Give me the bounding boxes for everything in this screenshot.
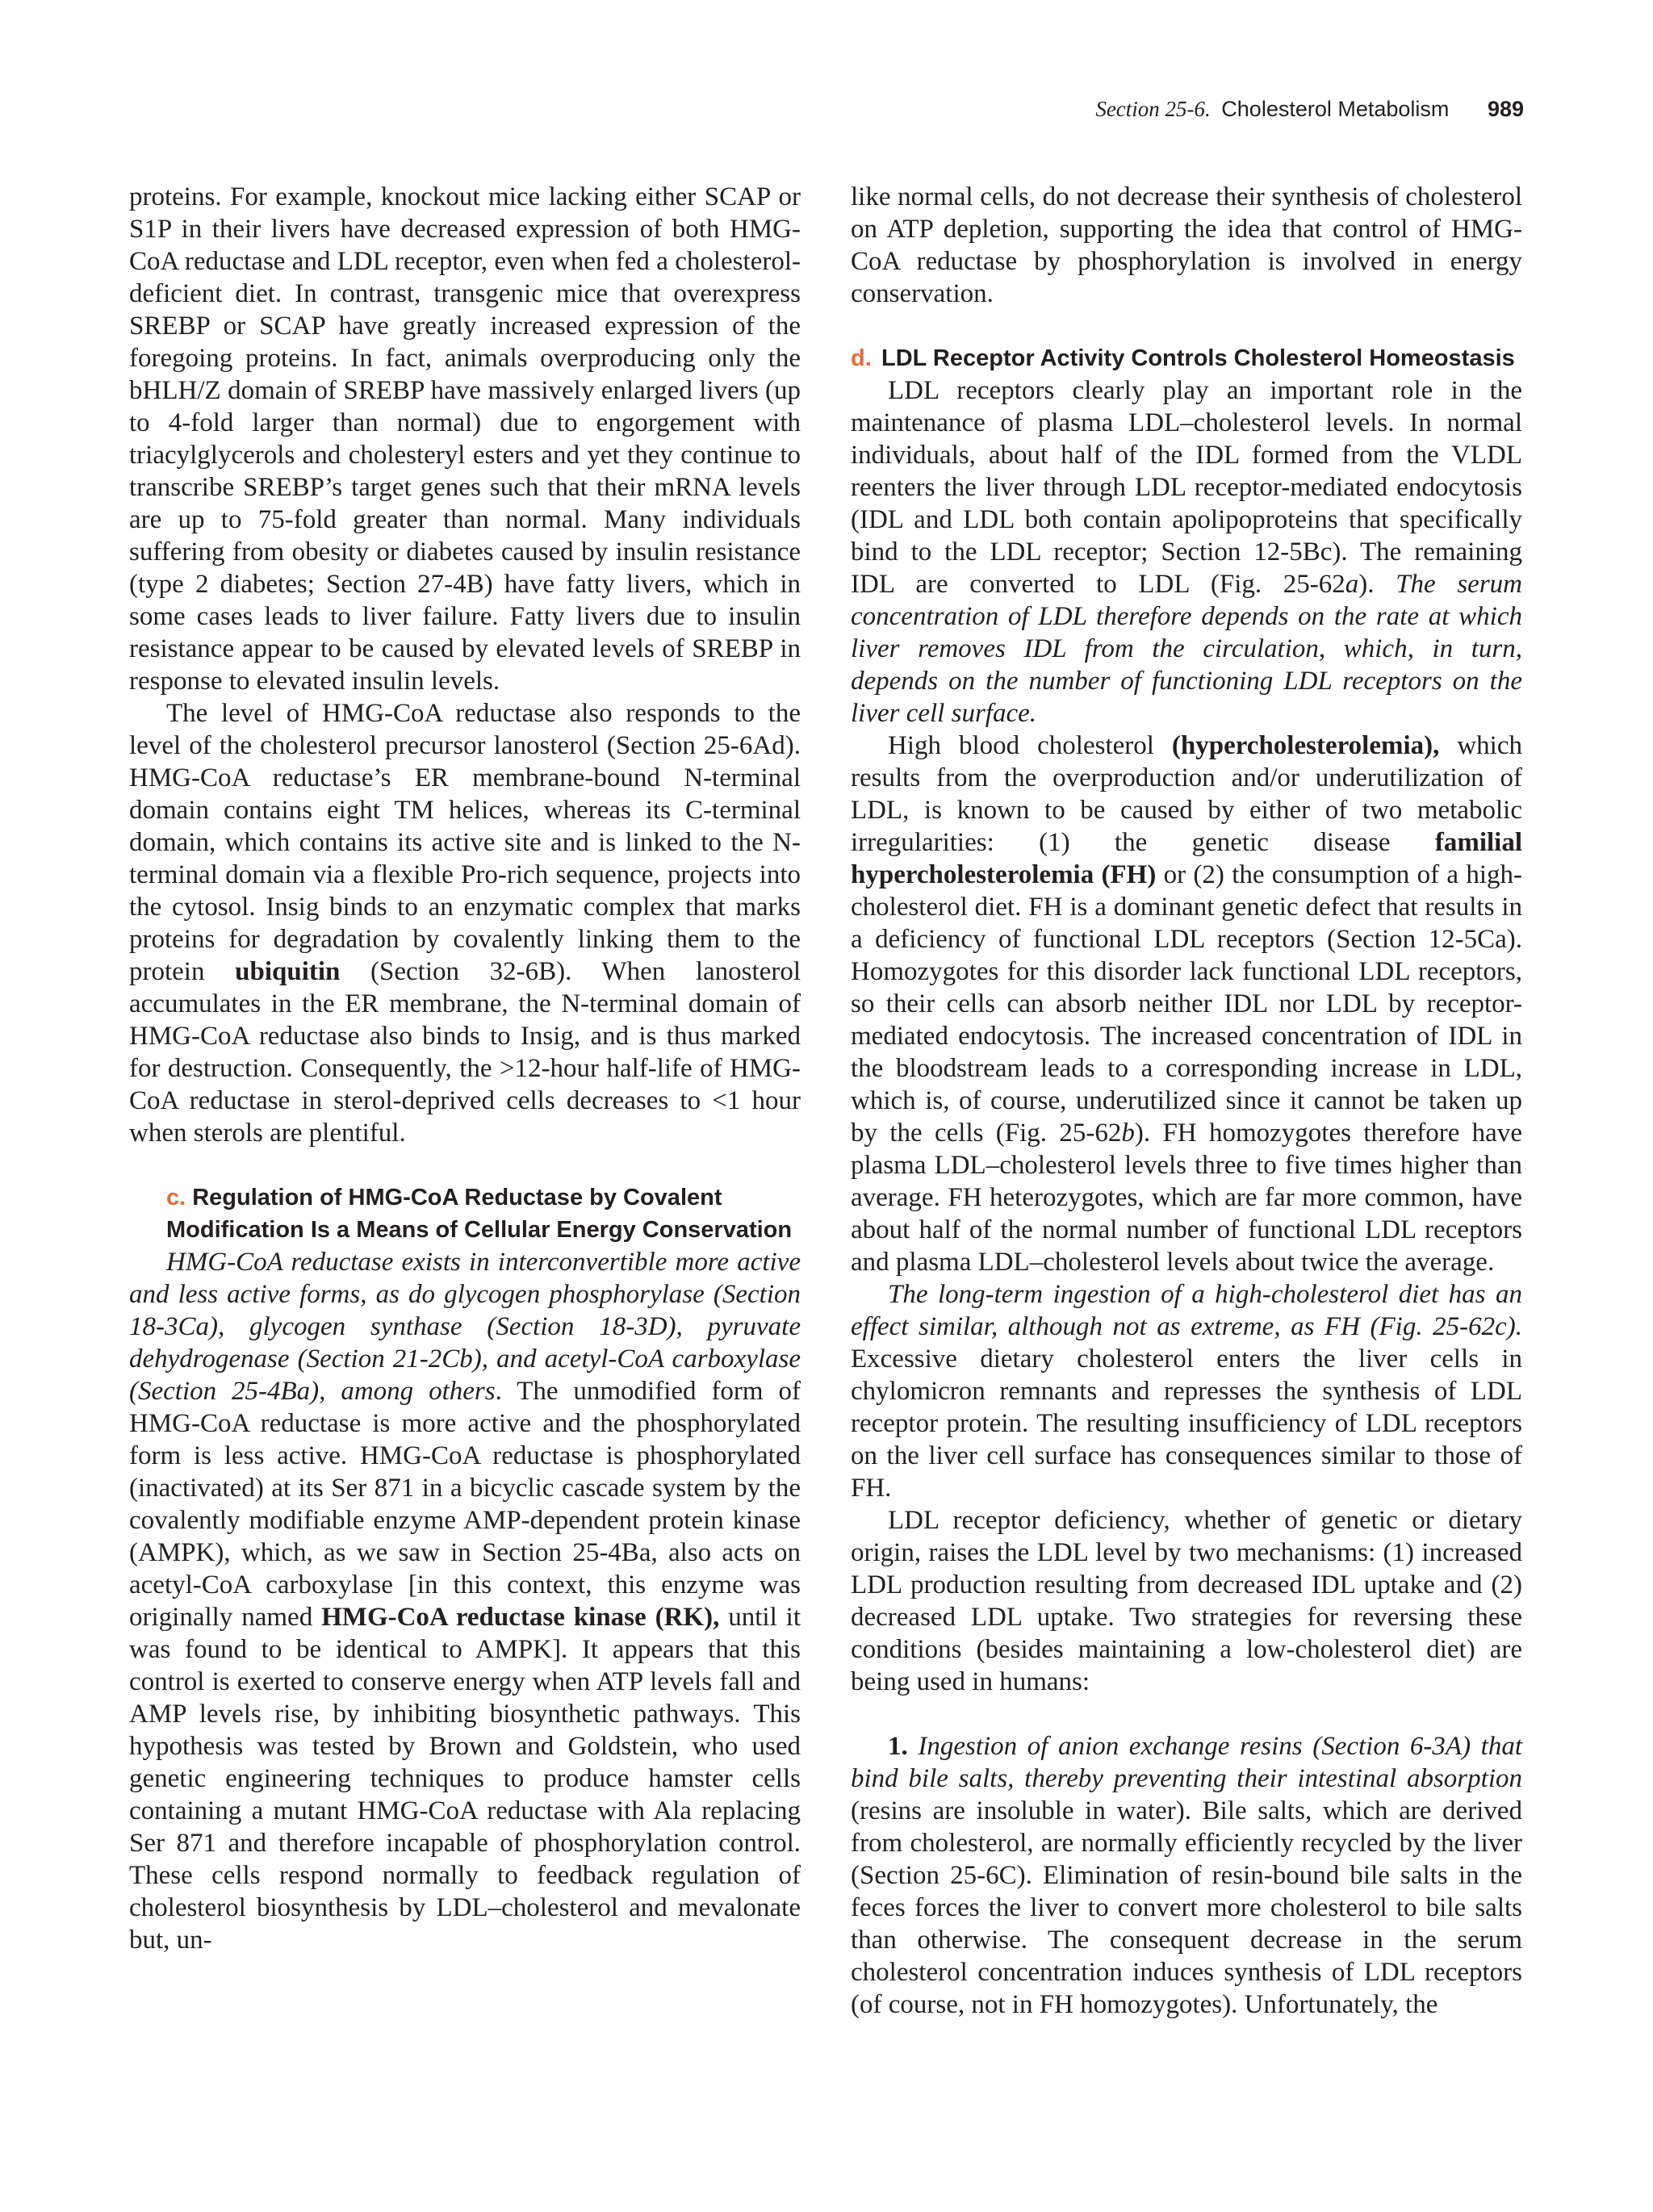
paragraph: proteins. For example, knockout mice lacking either SCAP or S1P in their livers have decreased expression of both HMG-CoA reductase and LDL receptor, even when fed a cholesterol-deficient diet. In contrast, transgenic mice that overexpress SREBP or SCAP have greatly increased expression of the foregoing proteins. In fact, animals overproducing only the bHLH/Z domain of SREBP have massively enlarged livers (up to 4-fold larger than normal) due to engorgement with triacylglycerols and cholesteryl esters and yet they continue to transcribe SREBP’s target genes such that their mRNA levels are up to 75-fold greater than normal. Many individuals suffering from obesity or diabetes caused by insulin resistance (type 2 diabetes; Section 27-4B) have fatty livers, which in some cases leads to liver failure. Fatty livers due to insulin resistance appear to be caused by elevated levels of SREBP in response to elevated insulin levels. xyxy=(129,182,801,696)
paragraph: LDL receptors clearly play an important role in the maintenance of plasma LDL–cholesterol levels. In normal individuals, about half of the IDL formed from the VLDL reenters the liver through LDL receptor-mediated endocytosis (IDL and LDL both contain apolipoproteins that specifically bind to the LDL receptor; Section 12-5Bc). The remaining IDL are converted to LDL (Fig. 25-62a). The serum concentration of LDL therefore depends on the rate at which liver removes IDL from the circulation, which, in turn, depends on the number of functioning LDL receptors on the liver cell surface. xyxy=(851,376,1522,728)
left-column xyxy=(129,181,801,1956)
section-heading-d xyxy=(851,342,1522,374)
paragraph: The long-term ingestion of a high-cholesterol diet has an effect similar, although not as extreme, as FH (Fig. 25-62c). Excessive dietary cholesterol enters the liver cells in chylomicron remnants and represses the synthesis of LDL receptor protein. The resulting insufficiency of LDL receptors on the liver cell surface has consequences similar to those of FH. xyxy=(851,1280,1522,1503)
running-head xyxy=(1095,97,1524,122)
right-column xyxy=(851,181,1522,2021)
heading-letter: d. xyxy=(851,345,872,371)
heading-letter: c. xyxy=(166,1185,186,1211)
heading-text: LDL Receptor Activity Controls Cholesterol Homeostasis xyxy=(881,345,1515,371)
paragraph: like normal cells, do not decrease their synthesis of cholesterol on ATP depletion, supporting the idea that control of HMG-CoA reductase by phosphorylation is involved in energy conservation. xyxy=(851,182,1522,308)
running-head-section: Section 25-6. xyxy=(1095,97,1211,121)
list-item: 1. Ingestion of anion exchange resins (Section 6-3A) that bind bile salts, thereby preventing their intestinal absorption (resins are insoluble in water). Bile salts, which are derived from cholesterol, are normally efficiently recycled by the liver (Section 25-6C). Elimination of resin-bound bile salts in the feces forces the liver to convert more cholesterol to bile salts than otherwise. The consequent decrease in the serum cholesterol concentration induces synthesis of LDL receptors (of course, not in FH homozygotes). Unfortunately, the xyxy=(851,1732,1523,2019)
running-head-title: Cholesterol Metabolism xyxy=(1221,97,1450,121)
paragraph: HMG-CoA reductase exists in interconvertible more active and less active forms, as do glycogen phosphorylase (Section 18-3Ca), glycogen synthase (Section 18-3D), pyruvate dehydrogenase (Section 21-2Cb), and acetyl-CoA carboxylase (Section 25-4Ba), among others. The unmodified form of HMG-CoA reductase is more active and the phosphorylated form is less active. HMG-CoA reductase is phosphorylated (inactivated) at its Ser 871 in a bicyclic cascade system by the covalently modifiable enzyme AMP-dependent protein kinase (AMPK), which, as we saw in Section 25-4Ba, also acts on acetyl-CoA carboxylase [in this context, this enzyme was originally named HMG-CoA reductase kinase (RK), until it was found to be identical to AMPK]. It appears that this control is exerted to conserve energy when ATP levels fall and AMP levels rise, by inhibiting biosynthetic pathways. This hypothesis was tested by Brown and Goldstein, who used genetic engineering techniques to produce hamster cells containing a mutant HMG-CoA reductase with Ala replacing Ser 871 and therefore incapable of phosphorylation control. These cells respond normally to feedback regulation of cholesterol biosynthesis by LDL–cholesterol and mevalonate but, un- xyxy=(129,1248,801,1955)
section-heading-c xyxy=(166,1181,801,1246)
page-number: 989 xyxy=(1487,97,1524,121)
paragraph: LDL receptor deficiency, whether of genetic or dietary origin, raises the LDL level by two mechanisms: (1) increased LDL production resulting from decreased IDL uptake and (2) decreased LDL uptake. Two strategies for reversing these conditions (besides maintaining a low-cholesterol diet) are being used in humans: xyxy=(851,1506,1522,1696)
paragraph: High blood cholesterol (hypercholesterolemia), which results from the overproduction and/or underutilization of LDL, is known to be caused by either of two metabolic irregularities: (1) the genetic disease familial hypercholesterolemia (FH) or (2) the consumption of a high-cholesterol diet. FH is a dominant genetic defect that results in a deficiency of functional LDL receptors (Section 12-5Ca). Homozygotes for this disorder lack functional LDL receptors, so their cells can absorb neither IDL nor LDL by receptor-mediated endocytosis. The increased concentration of IDL in the bloodstream leads to a corresponding increase in LDL, which is, of course, underutilized since it cannot be taken up by the cells (Fig. 25-62b). FH homozygotes therefore have plasma LDL–cholesterol levels three to five times higher than average. FH heterozygotes, which are far more common, have about half of the normal number of functional LDL receptors and plasma LDL–cholesterol levels about twice the average. xyxy=(851,731,1522,1277)
heading-text: Regulation of HMG-CoA Reductase by Covalent Modification Is a Means of Cellular Energy Conservation xyxy=(166,1185,793,1243)
paragraph: The level of HMG-CoA reductase also responds to the level of the cholesterol precursor lanosterol (Section 25-6Ad). HMG-CoA reductase’s ER membrane-bound N-terminal domain contains eight TM helices, whereas its C-terminal domain, which contains its active site and is linked to the N-terminal domain via a flexible Pro-rich sequence, projects into the cytosol. Insig binds to an enzymatic complex that marks proteins for degradation by covalently linking them to the protein ubiquitin (Section 32-6B). When lanosterol accumulates in the ER membrane, the N-terminal domain of HMG-CoA reductase also binds to Insig, and is thus marked for destruction. Consequently, the >12-hour half-life of HMG-CoA reductase in sterol-deprived cells decreases to <1 hour when sterols are plentiful. xyxy=(129,699,801,1148)
